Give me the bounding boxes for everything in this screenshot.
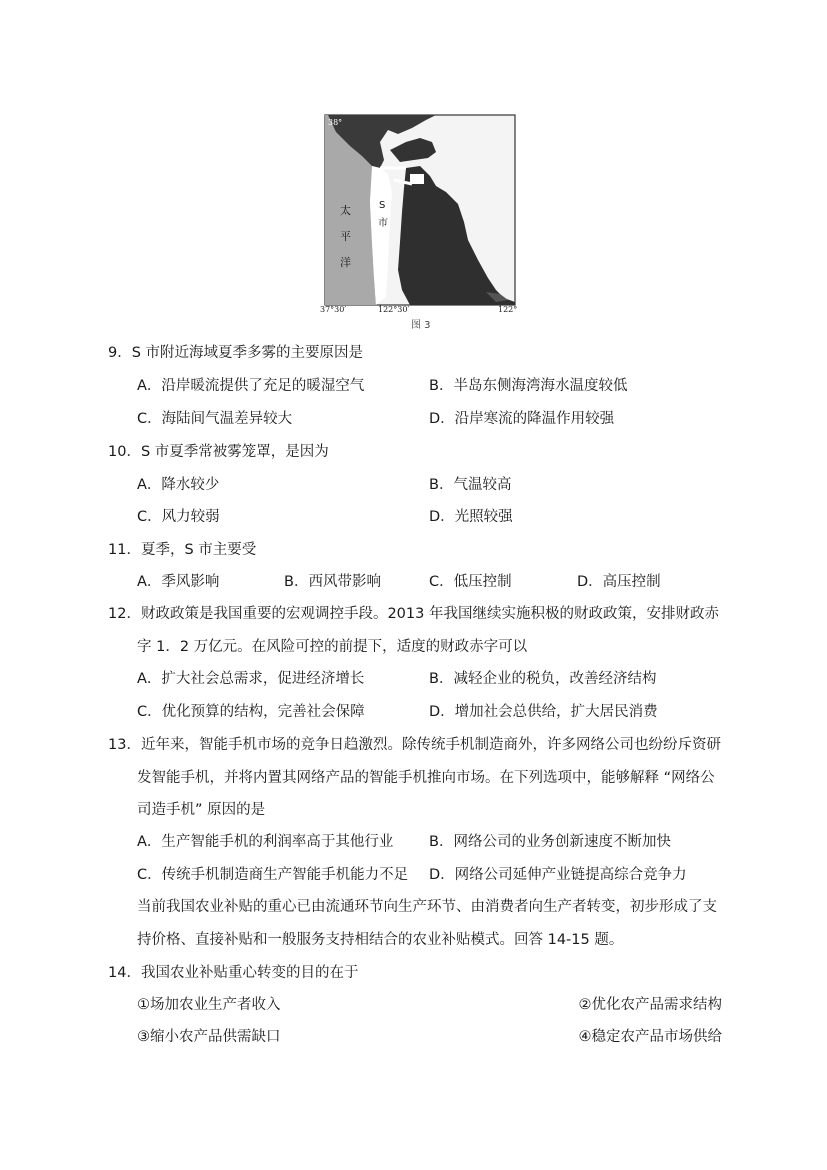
q10-option-c: C．风力较弱 bbox=[137, 509, 220, 525]
passage-line2: 持价格、直接补贴和一般服务支持相结合的农业补贴模式。回答 14-15 题。 bbox=[137, 932, 624, 948]
q13-option-b: B．网络公司的业务创新速度不断加快 bbox=[429, 834, 671, 850]
ocean-label-2: 平 bbox=[340, 230, 351, 243]
q14-option-1: ①场加农业生产者收入 bbox=[137, 997, 281, 1013]
q13-option-d: D．网络公司延伸产业链提高综合竞争力 bbox=[429, 867, 687, 883]
map-figure bbox=[318, 112, 524, 334]
q11-stem: 11．夏季，S 市主要受 bbox=[108, 542, 257, 558]
figure-caption: 图 3 bbox=[411, 320, 431, 331]
q9-option-b: B．半岛东侧海湾海水温度较低 bbox=[429, 378, 628, 394]
q11-option-b: B．西风带影响 bbox=[284, 574, 381, 590]
q9-stem: 9．S 市附近海域夏季多雾的主要原因是 bbox=[108, 345, 364, 361]
q14-stem: 14．我国农业补贴重心转变的目的在于 bbox=[108, 965, 359, 981]
q13-option-a: A．生产智能手机的利润率高于其他行业 bbox=[137, 834, 394, 850]
q9-option-a: A．沿岸暖流提供了充足的暖湿空气 bbox=[137, 378, 365, 394]
q14-option-3: ③缩小农产品供需缺口 bbox=[137, 1029, 281, 1045]
q13-option-c: C．传统手机制造商生产智能手机能力不足 bbox=[137, 867, 409, 883]
passage-line1: 当前我国农业补贴的重心已由流通环节向生产环节、由消费者向生产者转变，初步形成了支 bbox=[137, 899, 717, 915]
q9-option-c: C．海陆间气温差异较大 bbox=[137, 411, 293, 427]
map-marker bbox=[410, 174, 424, 184]
lat-bottom-label: 37°30′ bbox=[320, 305, 347, 314]
q13-stem-line3: 司造手机” 原因的是 bbox=[137, 802, 266, 818]
q9-option-d: D．沿岸寒流的降温作用较强 bbox=[429, 411, 615, 427]
lon-right-label: 122° bbox=[498, 305, 518, 314]
q13-stem-line1: 13．近年来，智能手机市场的竞争日趋激烈。除传统手机制造商外，许多网络公司也纷纷斥资研 bbox=[108, 737, 721, 753]
q10-stem: 10．S 市夏季常被雾笼罩，是因为 bbox=[108, 444, 329, 460]
q10-option-d: D．光照较强 bbox=[429, 509, 513, 525]
lat-top-label: 38° bbox=[328, 118, 343, 127]
q12-stem-line2: 字 1．2 万亿元。在风险可控的前提下，适度的财政赤字可以 bbox=[137, 639, 528, 655]
q13-stem-line2: 发智能手机，并将内置其网络产品的智能手机推向市场。在下列选项中，能够解释 “网络公 bbox=[137, 770, 715, 786]
ocean-label-3: 洋 bbox=[340, 256, 351, 269]
q14-option-2: ②优化农产品需求结构 bbox=[578, 997, 722, 1013]
city-label-1: S bbox=[379, 200, 386, 211]
q11-option-a: A．季风影响 bbox=[137, 574, 220, 590]
q12-stem-line1: 12．财政政策是我国重要的宏观调控手段。2013 年我国继续实施积极的财政政策，安排财政赤 bbox=[108, 606, 719, 622]
q14-option-4: ④稳定农产品市场供给 bbox=[578, 1029, 722, 1045]
q12-option-d: D．增加社会总供给，扩大居民消费 bbox=[429, 704, 658, 720]
q11-option-d: D．高压控制 bbox=[577, 574, 661, 590]
map-svg bbox=[318, 112, 524, 334]
lon-left-label: 122°30′ bbox=[378, 305, 410, 314]
q12-option-c: C．优化预算的结构，完善社会保障 bbox=[137, 704, 365, 720]
q10-option-a: A．降水较少 bbox=[137, 477, 220, 493]
ocean-label-1: 太 bbox=[340, 204, 351, 217]
q11-option-c: C．低压控制 bbox=[429, 574, 512, 590]
q10-option-b: B．气温较高 bbox=[429, 477, 512, 493]
city-label-2: 市 bbox=[378, 218, 388, 229]
q12-option-a: A．扩大社会总需求，促进经济增长 bbox=[137, 671, 365, 687]
q12-option-b: B．减轻企业的税负，改善经济结构 bbox=[429, 671, 657, 687]
